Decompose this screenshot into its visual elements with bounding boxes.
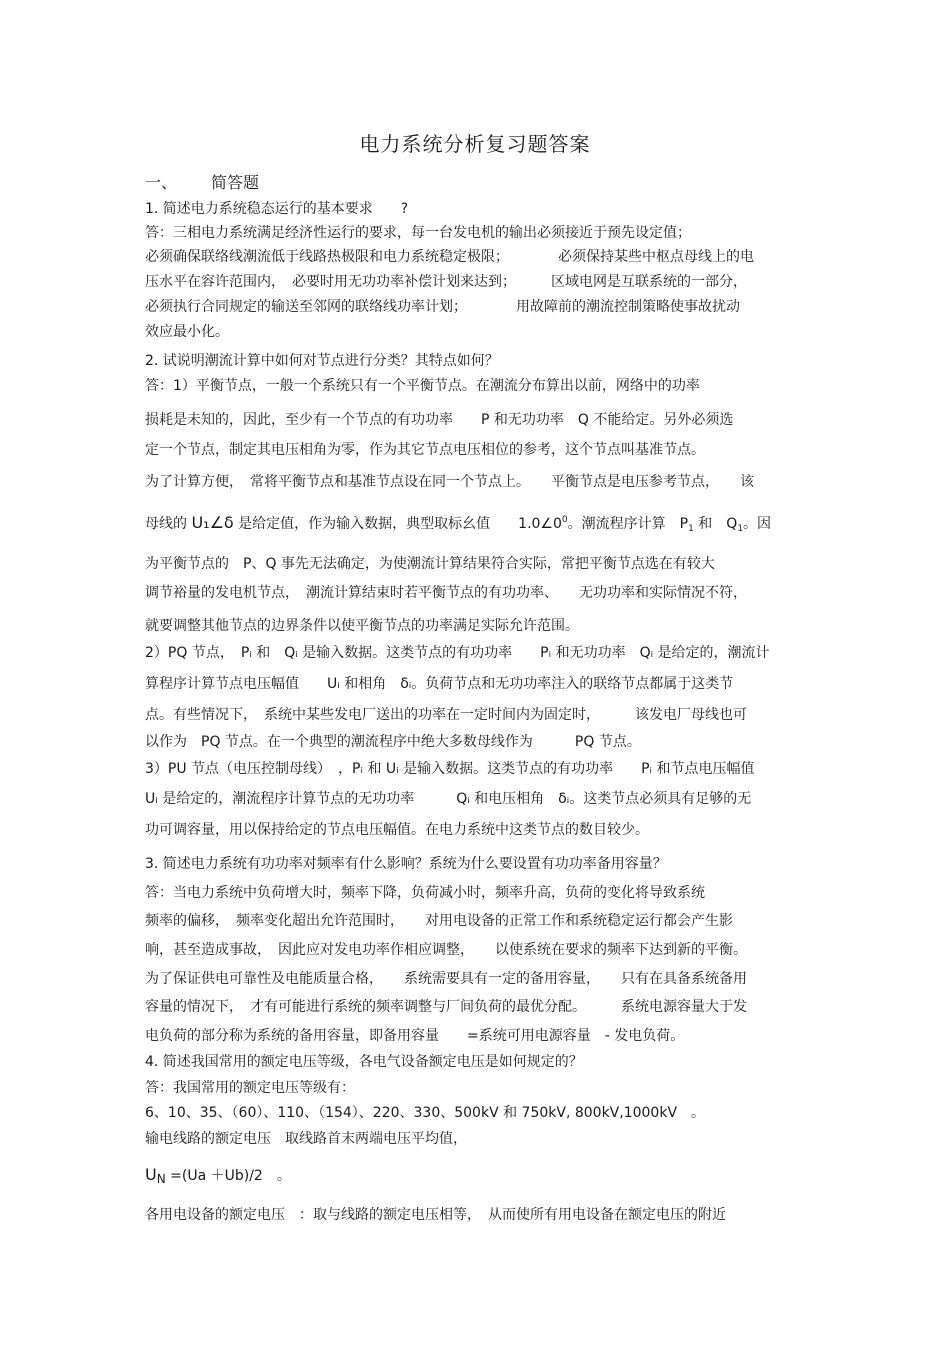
question-line: 3. 简述电力系统有功功率对频率有什么影响？系统为什么要设置有功功率备用容量？ [145,856,667,872]
text-line: 3）PU 节点（电压控制母线） ，Pᵢ 和 Uᵢ 是输入数据。这类节点的有功功率 Pᵢ 和节点电压幅值 [145,761,755,777]
text-line: 电负荷的部分称为系统的备用容量，即备用容量 =系统可用电源容量 - 发电负荷。 [145,1028,685,1044]
text-line: 以作为 PQ 节点。在一个典型的潮流程序中绝大多数母线作为 PQ 节点。 [145,734,641,750]
formula-u: U [145,1165,157,1184]
section-number: 一、 [145,173,178,192]
bus-line-pre: 母线的 [145,516,187,532]
text-line: 容量的情况下， 才有可能进行系统的频率调整与厂间负荷的最优分配。 系统电源容量大于发 [145,999,747,1015]
text-line: 必须执行合同规定的输送至邻网的联络线功率计划； 用故障前的潮流控制策略使事故扰动 [145,299,740,315]
text-line: 响，甚至造成事故， 因此应对发电功率作相应调整， 以使系统在要求的频率下达到新的平衡。 [145,942,747,958]
text-line: 1. 简述电力系统稳态运行的基本要求 ? [145,201,409,217]
text-line: 效应最小化。 [145,324,229,340]
question-line: 4. 简述我国常用的额定电压等级，各电气设备额定电压是如何规定的？ [145,1054,583,1070]
text-line: 答：我国常用的额定电压等级有： [145,1080,355,1096]
text-line: 压水平在容许范围内， 必要时用无功功率补偿计划来达到； 区域电网是互联系统的一部分， [145,274,747,290]
text-line: 2）PQ 节点， Pᵢ 和 Qᵢ 是输入数据。这类节点的有功功率 Pᵢ 和无功功率 Qᵢ 是给定的，潮流计 [145,645,770,661]
text-line: 功可调容量，用以保持给定的节点电压幅值。在电力系统中这类节点的数目较少。 [145,822,649,838]
text-line: 必须确保联络线潮流低于线路热极限和电力系统稳定极限； 必须保持某些中枢点母线上的电 [145,249,754,265]
bus-line-post1: 。潮流程序计算 P [567,516,689,532]
text-line: 点。有些情况下， 系统中某些发电厂送出的功率在一定时间内为固定时， 该发电厂母线也可 [145,707,747,723]
text-line: 输电线路的额定电压 取线路首末两端电压平均值， [145,1131,467,1147]
text-line: 答：当电力系统中负荷增大时，频率下降，负荷减小时，频率升高，负荷的变化将导致系统 [145,885,705,901]
bus-line-mid: 是给定值，作为输入数据，典型取标幺值 1.0∠0 [238,516,562,532]
bus-symbol: U₁∠δ [191,513,234,532]
bus-line-post2: 和 Q [693,516,738,532]
voltage-levels: 6、10、35、（60）、110、（154）、220、330、500kV 和 750kV, 800kV,1000kV 。 [145,1105,706,1121]
text-line: 答：三相电力系统满足经济性运行的要求，每一台发电机的输出必须接近于预先设定值； [145,225,691,241]
text-line: 就要调整其他节点的边界条件以使平衡节点的功率满足实际允许范围。 [145,618,579,634]
text-line: 答：1）平衡节点，一般一个系统只有一个平衡节点。在潮流分布算出以前，网络中的功率 [145,378,700,394]
q1-sub: 1 [737,524,744,534]
formula-sub: N [156,1172,166,1186]
document-title: 电力系统分析复习题答案 [359,132,591,156]
text-line: 频率的偏移， 频率变化超出允许范围时， 对用电设备的正常工作和系统稳定运行都会产生影 [145,913,733,929]
text-line: 损耗是未知的，因此，至少有一个节点的有功功率 P 和无功功率 Q 不能给定。另外必须选 [145,412,734,428]
text-line: 调节裕量的发电机节点， 潮流计算结束时若平衡节点的有功功率、 无功功率和实际情况不符， [145,585,747,601]
bus-line-post3: 。因 [743,516,772,532]
question-line: 2. 试说明潮流计算中如何对节点进行分类？其特点如何？ [145,353,499,369]
formula-line [145,1166,291,1188]
degree-sup: 0 [561,515,568,525]
section-heading [145,170,259,193]
p1-sub: 1 [688,524,694,534]
text-line: 为了保证供电可靠性及电能质量合格， 系统需要具有一定的备用容量， 只有在具备系统备用 [145,971,747,987]
text-line: Uᵢ 是给定的，潮流程序计算节点的无功功率 Qᵢ 和电压相角 δᵢ。这类节点必须具有足够的无 [145,791,752,807]
text-line: 为了计算方便， 常将平衡节点和基准节点设在同一个节点上。 平衡节点是电压参考节点， 该 [145,474,754,490]
text-line: 算程序计算节点电压幅值 Uᵢ 和相角 δᵢ。负荷节点和无功功率注入的联络节点都属于这类节 [145,676,734,692]
text-line: 为平衡节点的 P、Q 事先无法确定，为使潮流计算结果符合实际，常把平衡节点选在有较大 [145,556,715,572]
formula-rest: =(Ua ＋Ub)/2 。 [165,1168,291,1184]
section-label: 简答题 [211,173,260,192]
bus-line [145,511,771,538]
text-line: 各用电设备的额定电压 ：取与线路的额定电压相等， 从而使所有用电设备在额定电压的附近 [145,1207,726,1223]
text-line: 定一个节点，制定其电压相角为零，作为其它节点电压相位的参考，这个节点叫基准节点。 [145,442,705,458]
